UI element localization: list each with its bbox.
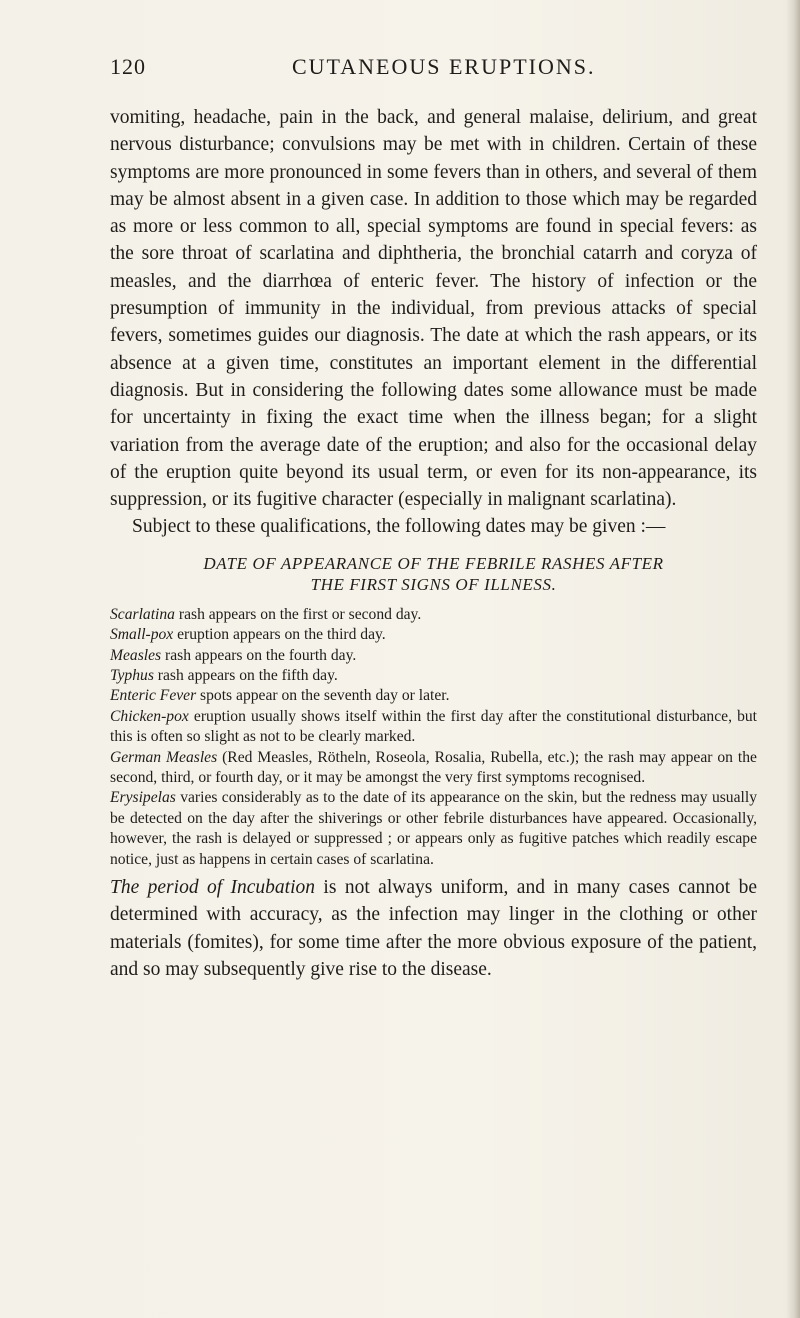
entry-term: Chicken-pox <box>110 707 189 725</box>
page-number: 120 <box>110 54 146 79</box>
entry-text: spots appear on the seventh day or later. <box>196 687 450 705</box>
rash-entry-chicken-pox <box>110 707 757 748</box>
incubation-term: The period of Incubation <box>110 877 316 899</box>
rash-entry-measles <box>110 646 757 666</box>
entry-term: Scarlatina <box>110 605 175 623</box>
rash-table-heading-line1: DATE OF APPEARANCE OF THE FEBRILE RASHES AFTER <box>203 553 664 573</box>
paragraph-symptoms: vomiting, headache, pain in the back, and general malaise, delirium, and great nervous disturbance; convulsions may be met with in children. Certain of these symptoms are more pronounced in some fevers than in others, and several of them may be almost absent in a given case. In addition to those which may be regarded as more or less common to all, special symptoms are found in special fevers: as the sore throat of scarlatina and diphtheria, the bronchial catarrh and coryza of measles, and the diarrhœa of enteric fever. The history of infection or the presumption of immunity in the individual, from previous attacks of special fevers, sometimes guides our diagnosis. The date at which the rash appears, or its absence at a given time, constitutes an important element in the differential diagnosis. But in considering the following dates some allowance must be made for uncertainty in fixing the exact time when the illness began; for a slight variation from the average date of the eruption; and also for the occasional delay of the eruption quite beyond its usual term, or even for its non-appearance, its suppression, or its fugitive character (especially in malignant scarlatina). <box>110 107 757 511</box>
rash-entry-small-pox <box>110 625 757 645</box>
paragraph-qualifications: Subject to these qualifications, the following dates may be given :— <box>132 516 666 538</box>
page-header <box>110 54 750 84</box>
rash-entry-scarlatina <box>110 605 757 625</box>
entry-term: German Measles <box>110 748 218 766</box>
entry-text: rash appears on the fifth day. <box>153 666 338 684</box>
running-head: CUTANEOUS ERUPTIONS. <box>292 54 596 79</box>
entry-term: Enteric Fever <box>110 687 197 705</box>
entry-term: Erysipelas <box>110 789 176 807</box>
entry-term: Typhus <box>110 666 154 684</box>
rash-table-heading <box>110 553 757 595</box>
entry-text: (Red Measles, Rötheln, Roseola, Rosalia, Rubella, etc.); the rash may appear on the second, third, or fourth day, or it may be amongst the very first symptoms recognised. <box>110 748 757 786</box>
entry-text: eruption usually shows itself within the first day after the constitutional disturbance, but this is often so slight as not to be clearly marked. <box>110 707 757 746</box>
incubation-text: is not always uniform, and in many cases cannot be determined with accuracy, as the infection may linger in the clothing or other materials (fomites), for some time after the more obvious exposure of the patient, and so may subsequently give rise to the disease. <box>110 877 757 980</box>
rash-entry-german-measles <box>110 748 757 789</box>
entry-term: Measles <box>110 646 162 664</box>
paragraph-incubation <box>110 874 757 983</box>
entry-term: Small-pox <box>110 626 174 644</box>
entry-text: varies considerably as to the date of its appearance on the skin, but the redness may usually be detected on the day after the shiverings or other febrile disturbances have appeared. Occasionally, however, the rash is delayed or suppressed ; or appears only as fugitive patches which readily escape notice, just as happens in certain cases of scarlatina. <box>110 789 757 868</box>
rash-dates-list <box>110 605 757 870</box>
rash-entry-enteric-fever <box>110 686 757 706</box>
page-edge-shadow <box>786 0 800 1318</box>
entry-text: rash appears on the first or second day. <box>174 605 422 623</box>
rash-entry-erysipelas <box>110 788 757 870</box>
entry-text: rash appears on the fourth day. <box>161 646 357 664</box>
page-body <box>110 104 757 983</box>
rash-entry-typhus <box>110 666 757 686</box>
rash-table-heading-line2: THE FIRST SIGNS OF ILLNESS. <box>310 574 557 594</box>
entry-text: eruption appears on the third day. <box>173 626 386 644</box>
